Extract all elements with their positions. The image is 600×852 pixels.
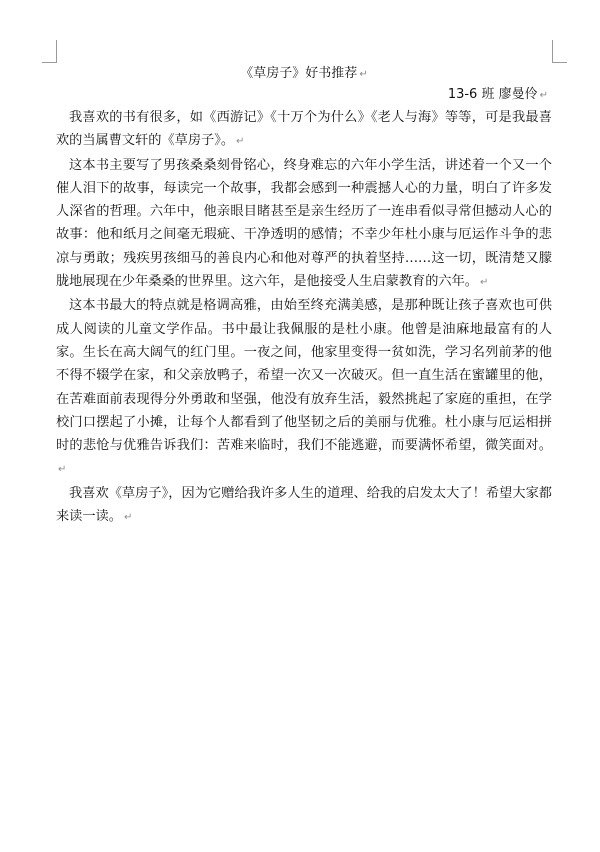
- paragraph-4-text: 我喜欢《草房子》，因为它赠给我许多人生的道理、给我的启发太大了！希望大家都来读一读。: [56, 485, 552, 525]
- paragraph-2: [56, 154, 552, 295]
- paragraph-mark-icon: ↵: [359, 69, 368, 80]
- top-right-crop-mark: [552, 40, 567, 63]
- byline-text: 13-6 班 廖曼伶: [447, 87, 538, 102]
- top-left-crop-mark: [42, 40, 57, 63]
- paragraph-mark-icon: ↵: [58, 464, 67, 476]
- paragraph-4: [56, 482, 552, 530]
- document-body[interactable]: [56, 64, 552, 529]
- paragraph-mark-icon: ↵: [123, 512, 133, 524]
- paragraph-3: [56, 294, 552, 481]
- paragraph-1: [56, 106, 552, 154]
- paragraph-mark-icon: ↵: [539, 90, 548, 101]
- paragraph-2-text: 这本书主要写了男孩桑桑刻骨铭心，终身难忘的六年小学生活，讲述着一个又一个催人泪下的故事，每读完一个故事，我都会感到一种震撼人心的力量，明白了许多发人深省的哲理。六年中，他亲眼目睹甚至是亲生经历了一连串看似寻常但撼动人心的故事：他和纸月之间毫无瑕疵、干净透明的感情；不幸少年杜小康与厄运作斗争的悲凉与勇敢；残疾男孩细马的善良内心和他对尊严的执着坚持……这一切，既清楚又朦胧地展现在少年桑桑的世界里。这六年，是他接受人生启蒙教育的六年。: [56, 157, 552, 290]
- paragraph-1-text: 我喜欢的书有很多，如《西游记》《十万个为什么》《老人与海》等等，可是我最喜欢的当属曹文轩的《草房子》。: [56, 110, 552, 149]
- document-title-text: 《草房子》好书推荐: [240, 66, 358, 81]
- paragraph-mark-icon: ↵: [236, 136, 245, 148]
- paragraph-3-text: 这本书最大的特点就是格调高雅，由始至终充满美感，是那种既让孩子喜欢也可供成人阅读的儿童文学作品。书中最让我佩服的是杜小康。他曾是油麻地最富有的人家。生长在高大阔气的红门里。一夜之间，他家里变得一贫如洗，学习名列前茅的他不得不辍学在家，和父亲放鸭子，希望一次又一次破灭。但一直生活在蜜罐里的他，在苦难面前表现得分外勇敢和坚强，他没有放弃生活，毅然挑起了家庭的重担，在学校门口摆起了小摊，让每个人都看到了他坚韧之后的美丽与优雅。杜小康与厄运相拼时的悲怆与优雅告诉我们：苦难来临时，我们不能逃避，而要满怀希望，微笑面对。: [56, 298, 552, 454]
- paragraph-mark-icon: ↵: [480, 277, 489, 289]
- document-byline: [56, 85, 552, 106]
- document-title: [56, 64, 552, 85]
